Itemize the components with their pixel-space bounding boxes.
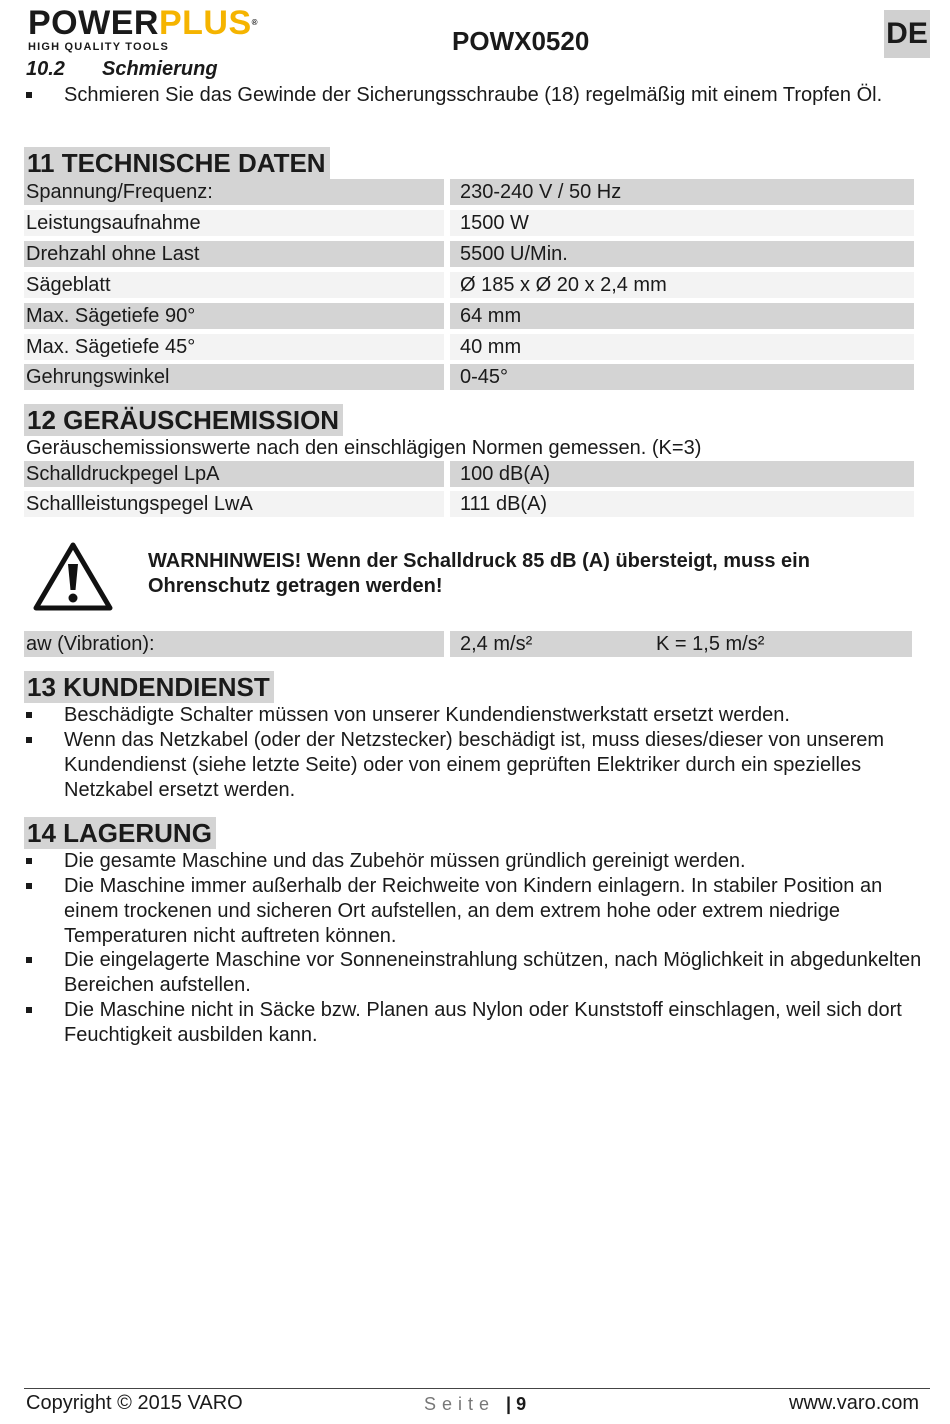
spec-row <box>24 272 912 298</box>
bullet-text: Die Maschine nicht in Säcke bzw. Planen aus Nylon oder Kunststoff einschlagen, weil sich dort Feuchtigkeit ausbilden kann. <box>64 999 902 1046</box>
bullet-item <box>26 728 926 803</box>
bullet-item <box>26 849 926 874</box>
bullet-square-icon <box>26 1007 32 1013</box>
noise-value: 111 dB(A) <box>450 491 914 517</box>
bullet-text: Die eingelagerte Maschine vor Sonneneinstrahlung schützen, nach Möglichkeit in abgedunkelten Bereichen aufstellen. <box>64 949 922 996</box>
bullet-text: Beschädigte Schalter müssen von unserer Kundendienstwerkstatt ersetzt werden. <box>64 704 790 726</box>
model-number: POWX0520 <box>452 26 590 56</box>
footer-page-number: | 9 <box>506 1394 527 1414</box>
spec-value: 40 mm <box>450 334 914 360</box>
spec-label: Gehrungswinkel <box>24 364 444 390</box>
spec-label: Max. Sägetiefe 45° <box>24 334 444 360</box>
spec-row <box>24 210 912 236</box>
bullet-text: Wenn das Netzkabel (oder der Netzstecker) beschädigt ist, muss dieses/dieser von unserem Kundendienst (siehe letzte Seite) oder von einem geprüften Elektriker durch ein spezielles Netzkabel ersetzt werden. <box>64 729 885 801</box>
brand-logo <box>28 6 298 54</box>
footer-url: www.varo.com <box>789 1392 920 1414</box>
spec-row <box>24 179 912 205</box>
noise-row <box>24 461 912 487</box>
noise-value: 100 dB(A) <box>450 461 914 487</box>
spec-value: 230-240 V / 50 Hz <box>450 179 914 205</box>
vibration-row <box>24 631 912 657</box>
logo-tagline: HIGH QUALITY TOOLS <box>28 41 169 53</box>
vibration-uncertainty: K = 1,5 m/s² <box>646 631 912 657</box>
bullet-square-icon <box>26 737 32 743</box>
logo-registered-mark: ® <box>251 18 259 27</box>
noise-intro-text: Geräuschemissionswerte nach den einschlägigen Normen gemessen. (K=3) <box>26 437 702 459</box>
spec-label: Sägeblatt <box>24 272 444 298</box>
vibration-value: 2,4 m/s² <box>450 631 648 657</box>
section-heading-11: 11 TECHNISCHE DATEN <box>24 147 330 179</box>
vibration-label: aw (Vibration): <box>24 631 444 657</box>
spec-value: 5500 U/Min. <box>450 241 914 267</box>
bullet-square-icon <box>26 92 32 98</box>
warning-line: WARNHINWEIS! Wenn der Schalldruck 85 dB (A) übersteigt, muss ein <box>148 550 810 572</box>
warning-text <box>148 549 810 599</box>
subsection-number: 10.2 <box>26 58 65 80</box>
bullet-item <box>26 83 926 108</box>
spec-value: Ø 185 x Ø 20 x 2,4 mm <box>450 272 914 298</box>
bullet-square-icon <box>26 712 32 718</box>
section-heading-14: 14 LAGERUNG <box>24 817 216 849</box>
footer-copyright: Copyright © 2015 VARO <box>26 1392 243 1414</box>
noise-label: Schallleistungspegel LwA <box>24 491 444 517</box>
bullet-square-icon <box>26 957 32 963</box>
bullet-square-icon <box>26 858 32 864</box>
language-badge: DE <box>884 10 930 58</box>
bullet-square-icon <box>26 883 32 889</box>
bullet-item <box>26 948 926 998</box>
spec-value: 1500 W <box>450 210 914 236</box>
spec-label: Drehzahl ohne Last <box>24 241 444 267</box>
spec-row <box>24 334 912 360</box>
bullet-item <box>26 998 926 1048</box>
bullet-item <box>26 874 926 949</box>
noise-label: Schalldruckpegel LpA <box>24 461 444 487</box>
bullet-text: Die gesamte Maschine und das Zubehör müssen gründlich gereinigt werden. <box>64 850 746 872</box>
spec-label: Max. Sägetiefe 90° <box>24 303 444 329</box>
subsection-title: Schmierung <box>102 58 218 80</box>
spec-label: Spannung/Frequenz: <box>24 179 444 205</box>
footer-page-indicator <box>424 1394 526 1415</box>
footer-page-word: Seite <box>424 1394 496 1414</box>
spec-row <box>24 364 912 390</box>
section-heading-12: 12 GERÄUSCHEMISSION <box>24 404 343 436</box>
section-heading-13: 13 KUNDENDIENST <box>24 671 274 703</box>
subsection-heading-10-2 <box>26 58 218 81</box>
spec-row <box>24 241 912 267</box>
noise-row <box>24 491 912 517</box>
spec-value: 0-45° <box>450 364 914 390</box>
bullet-item <box>26 703 926 728</box>
spec-label: Leistungsaufnahme <box>24 210 444 236</box>
spec-row <box>24 303 912 329</box>
bullet-text: Die Maschine immer außerhalb der Reichweite von Kindern einlagern. In stabiler Position an einem trockenen und sicheren Ort aufstellen, an dem extrem hohe oder extrem niedrige Temperaturen nicht auftreten können. <box>64 875 883 947</box>
warning-line: Ohrenschutz getragen werden! <box>148 575 443 597</box>
bullet-text: Schmieren Sie das Gewinde der Sicherungsschraube (18) regelmäßig mit einem Tropfen Öl. <box>64 84 883 106</box>
warning-triangle-icon <box>32 540 114 612</box>
spec-value: 64 mm <box>450 303 914 329</box>
logo-plus-text: PLUS <box>158 4 252 42</box>
footer-divider <box>24 1388 930 1389</box>
logo-power-text: POWER <box>28 4 159 42</box>
